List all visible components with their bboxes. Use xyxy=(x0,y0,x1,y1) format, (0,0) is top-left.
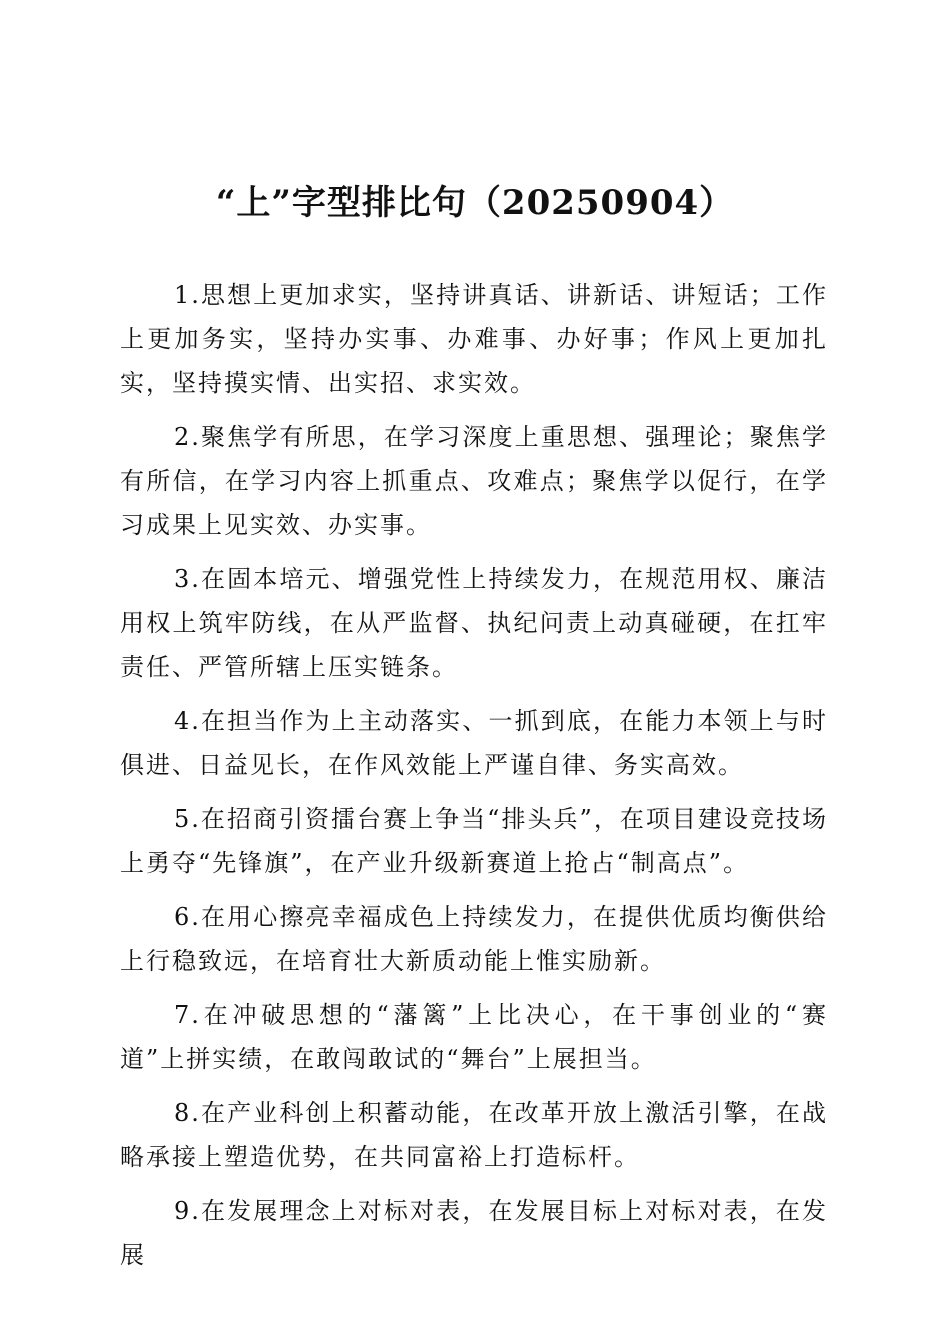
paragraph-4: 4.在担当作为上主动落实、一抓到底，在能力本领上与时俱进、日益见长，在作风效能上严谨自律、务实高效。 xyxy=(120,707,828,779)
paragraph-1: 1.思想上更加求实，坚持讲真话、讲新话、讲短话；工作上更加务实，坚持办实事、办难事、办好事；作风上更加扎实，坚持摸实情、出实招、求实效。 xyxy=(120,281,828,397)
paragraph-7: 7.在冲破思想的“藩篱”上比决心，在干事创业的“赛道”上拼实绩，在敢闯敢试的“舞台”上展担当。 xyxy=(120,1001,828,1073)
document-title: “上”字型排比句（20250904） xyxy=(215,183,735,223)
paragraph-2: 2.聚焦学有所思，在学习深度上重思想、强理论；聚焦学有所信，在学习内容上抓重点、攻难点；聚焦学以促行，在学习成果上见实效、办实事。 xyxy=(120,423,828,539)
document-body xyxy=(120,273,828,1287)
paragraph-3: 3.在固本培元、增强党性上持续发力，在规范用权、廉洁用权上筑牢防线，在从严监督、执纪问责上动真碰硬，在扛牢责任、严管所辖上压实链条。 xyxy=(120,565,828,681)
paragraph-9: 9.在发展理念上对标对表，在发展目标上对标对表，在发展 xyxy=(120,1197,828,1269)
paragraph-8: 8.在产业科创上积蓄动能，在改革开放上激活引擎，在战略承接上塑造优势，在共同富裕上打造标杆。 xyxy=(120,1099,828,1171)
paragraph-5: 5.在招商引资擂台赛上争当“排头兵”，在项目建设竞技场上勇夺“先锋旗”，在产业升级新赛道上抢占“制高点”。 xyxy=(120,805,828,877)
paragraph-6: 6.在用心擦亮幸福成色上持续发力，在提供优质均衡供给上行稳致远，在培育壮大新质动能上惟实励新。 xyxy=(120,903,828,975)
